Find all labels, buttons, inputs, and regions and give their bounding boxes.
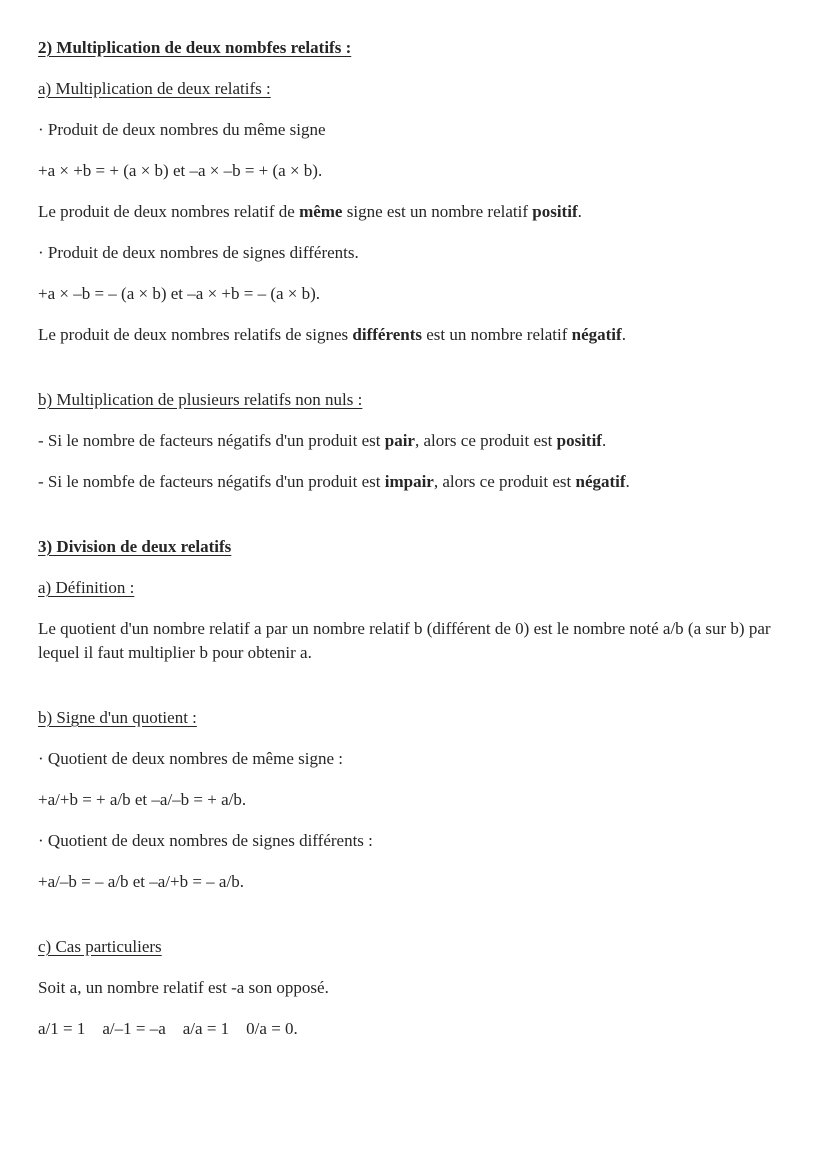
identity-a-over-1: a/1 = 1: [38, 1019, 86, 1038]
bullet-quotient-same-sign: · Quotient de deux nombres de même signe :: [38, 749, 343, 768]
bold-keyword: pair: [384, 431, 415, 450]
formula-product-same-sign: +a × +b = + (a × b) et –a × –b = + (a × b).: [38, 161, 323, 180]
bold-keyword: positif: [556, 431, 602, 450]
bullet-quotient-diff-sign: · Quotient de deux nombres de signes différents :: [38, 831, 373, 850]
quotient-definition: Le quotient d'un nombre relatif a par un nombre relatif b (différent de 0) est le nombre noté a/b (a sur b) par lequel il faut multiplier b pour obtenir a.: [38, 619, 771, 662]
bold-keyword: négatif: [571, 325, 622, 344]
text-segment: , alors ce produit est: [433, 472, 576, 491]
bold-keyword: impair: [384, 472, 434, 491]
identity-a-over-minus-1: a/–1 = –a: [102, 1019, 166, 1038]
text-segment: est un nombre relatif: [421, 325, 572, 344]
bullet-product-same-sign: · Produit de deux nombres du même signe: [38, 120, 326, 139]
section-3c-heading: c) Cas particuliers: [38, 937, 162, 956]
text-segment: - Si le nombre de facteurs négatifs d'un produit est: [38, 431, 385, 450]
text-segment: .: [621, 325, 626, 344]
bold-keyword: positif: [532, 202, 578, 221]
identity-a-over-a: a/a = 1: [182, 1019, 230, 1038]
bullet-product-diff-sign: · Produit de deux nombres de signes différents.: [38, 243, 359, 262]
section-2a-heading: a) Multiplication de deux relatifs :: [38, 79, 271, 98]
rule-odd-factors: [38, 470, 790, 494]
text-segment: , alors ce produit est: [414, 431, 557, 450]
formula-product-diff-sign: +a × –b = – (a × b) et –a × +b = – (a × b).: [38, 284, 321, 303]
identities-line: [38, 1017, 790, 1041]
rule-even-factors: [38, 429, 790, 453]
rule-product-diff-sign: [38, 323, 790, 347]
section-3-heading: 3) Division de deux relatifs: [38, 537, 232, 556]
text-segment: .: [625, 472, 630, 491]
section-2-heading: 2) Multiplication de deux nombfes relatifs :: [38, 38, 352, 57]
identity-0-over-a: 0/a = 0.: [246, 1019, 298, 1038]
text-segment: .: [577, 202, 582, 221]
text-segment: Le produit de deux nombres relatifs de signes: [38, 325, 353, 344]
text-segment: signe est un nombre relatif: [342, 202, 533, 221]
bold-keyword: négatif: [575, 472, 626, 491]
section-3b-heading: b) Signe d'un quotient :: [38, 708, 197, 727]
opposite-intro: Soit a, un nombre relatif est -a son opposé.: [38, 978, 329, 997]
bold-keyword: même: [299, 202, 343, 221]
section-3a-heading: a) Définition :: [38, 578, 135, 597]
text-segment: .: [601, 431, 607, 450]
rule-product-same-sign: [38, 200, 790, 224]
text-segment: - Si le nombfe de facteurs négatifs d'un produit est: [38, 472, 385, 491]
bold-keyword: différents: [352, 325, 422, 344]
text-segment: Le produit de deux nombres relatif de: [38, 202, 300, 221]
formula-quotient-diff-sign: +a/–b = – a/b et –a/+b = – a/b.: [38, 872, 244, 891]
section-2b-heading: b) Multiplication de plusieurs relatifs non nuls :: [38, 390, 363, 409]
formula-quotient-same-sign: +a/+b = + a/b et –a/–b = + a/b.: [38, 790, 247, 809]
